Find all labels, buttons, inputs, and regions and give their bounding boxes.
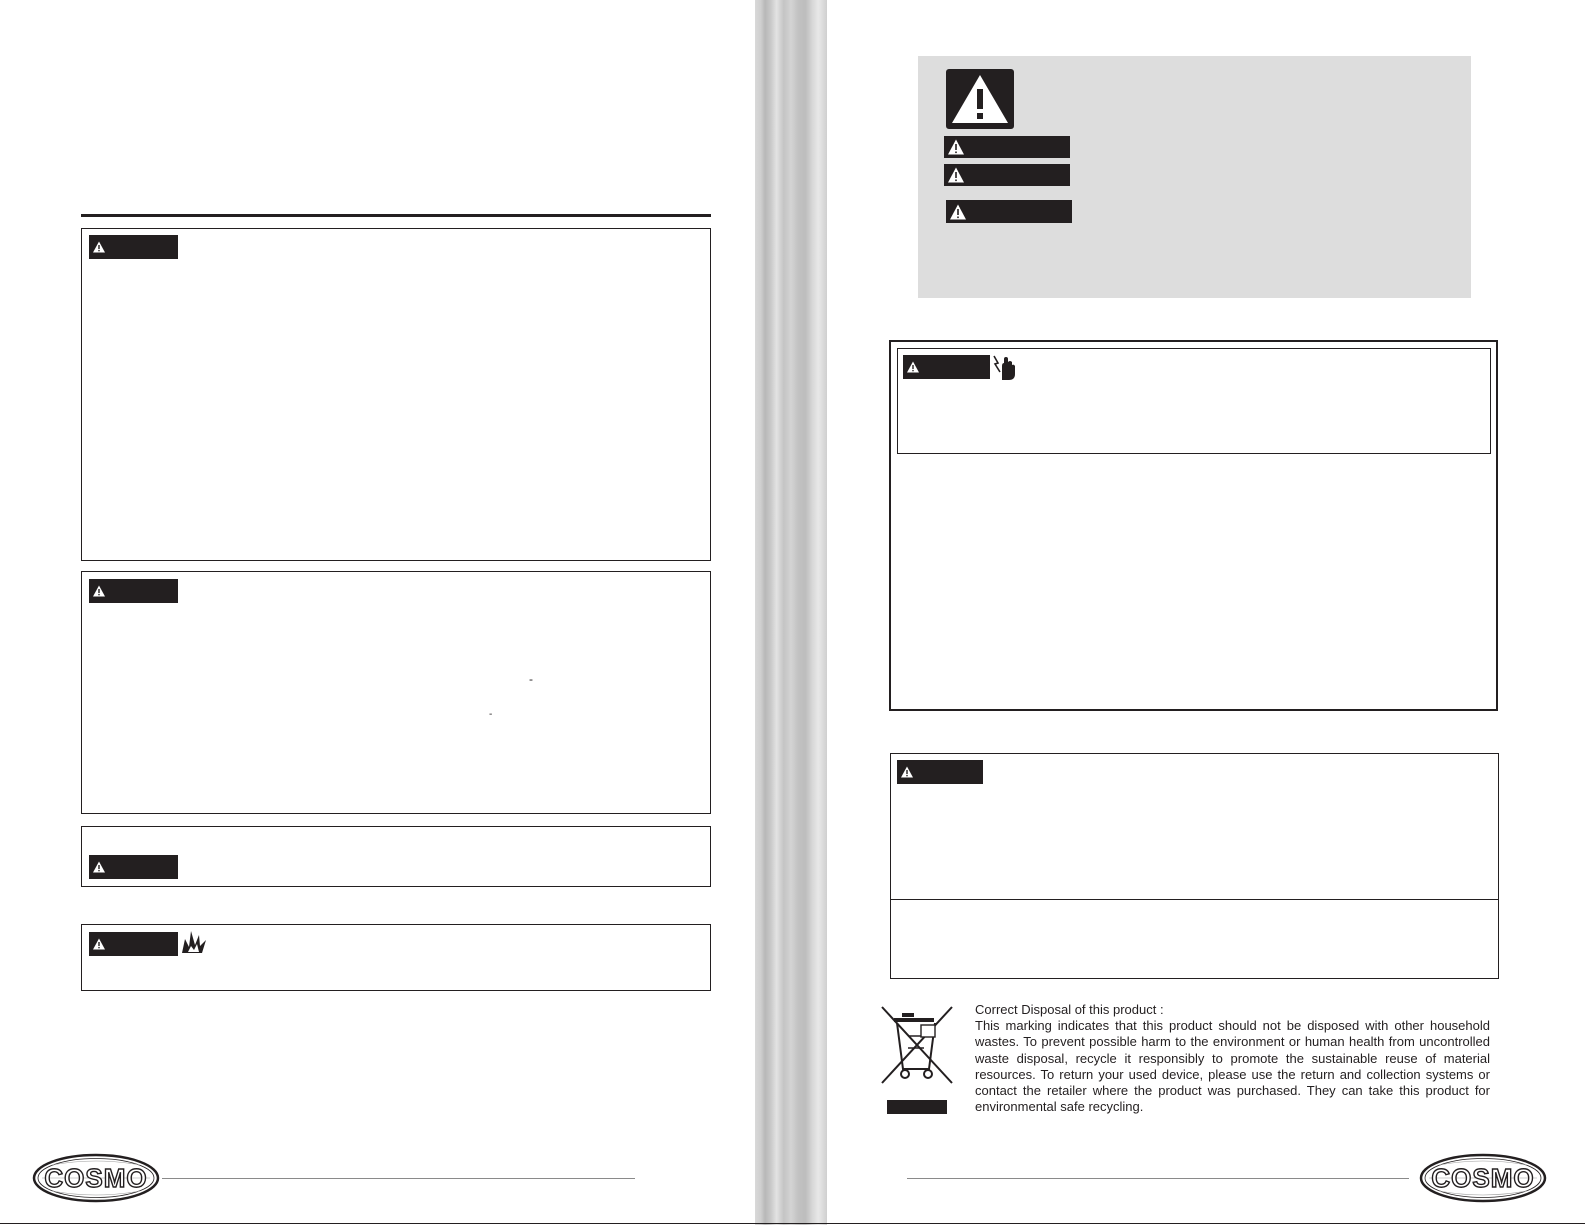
warning-triangle-icon: [950, 204, 966, 219]
disposal-notice: [975, 1002, 1490, 1115]
warning-triangle-icon: [901, 767, 913, 778]
safety-alert-symbol-icon: [946, 69, 1014, 129]
svg-text:COSMO: COSMO: [1431, 1163, 1535, 1193]
disposal-heading: Correct Disposal of this product :: [975, 1002, 1164, 1017]
warning-label-4: [89, 932, 178, 956]
warning-triangle-icon: [93, 862, 105, 873]
svg-text:COSMO: COSMO: [44, 1163, 148, 1193]
signal-label-warning: [944, 164, 1070, 186]
page-bottom-edge: [0, 1223, 1585, 1224]
footer-rule-left: [162, 1178, 635, 1179]
warning-panel-1: [81, 228, 711, 561]
electric-shock-hand-icon: [992, 354, 1016, 380]
warning-label-3: [89, 855, 178, 879]
cosmo-logo: [1419, 1153, 1547, 1203]
signal-label-danger: [944, 136, 1070, 158]
warning-label-right: [897, 760, 983, 784]
small-mark-2: -: [489, 709, 493, 720]
signal-label-caution: [946, 200, 1072, 223]
weee-crossed-bin-icon: [878, 1003, 958, 1123]
warning-triangle-icon: [948, 168, 964, 183]
warning-label-2: [89, 579, 178, 603]
warning-triangle-icon: [93, 242, 105, 253]
disposal-body: This marking indicates that this product should not be disposed with other household wastes. To prevent possible harm to the environment or human health from uncontrolled waste disposal, recycle it responsibly to promote the sustainable reuse of material resources. To return your used device, please use the return and collection systems or contact the retailer where the product was purchased. They can take this product for environmental safe recycling.: [975, 1018, 1490, 1115]
warning-triangle-icon: [93, 939, 105, 950]
warning-triangle-icon: [948, 140, 964, 155]
warning-triangle-icon: [907, 362, 919, 373]
warning-panel-2: [81, 571, 711, 814]
footer-rule-right: [907, 1178, 1409, 1179]
explosion-icon: [180, 929, 208, 955]
info-panel-right: [890, 899, 1499, 979]
warning-label-electric: [903, 355, 990, 379]
cosmo-logo: [32, 1153, 160, 1203]
binding-spine: [755, 0, 827, 1225]
small-mark-1: -: [529, 672, 533, 686]
warning-triangle-icon: [93, 586, 105, 597]
warning-label-1: [89, 235, 178, 259]
section-rule: [81, 214, 711, 217]
